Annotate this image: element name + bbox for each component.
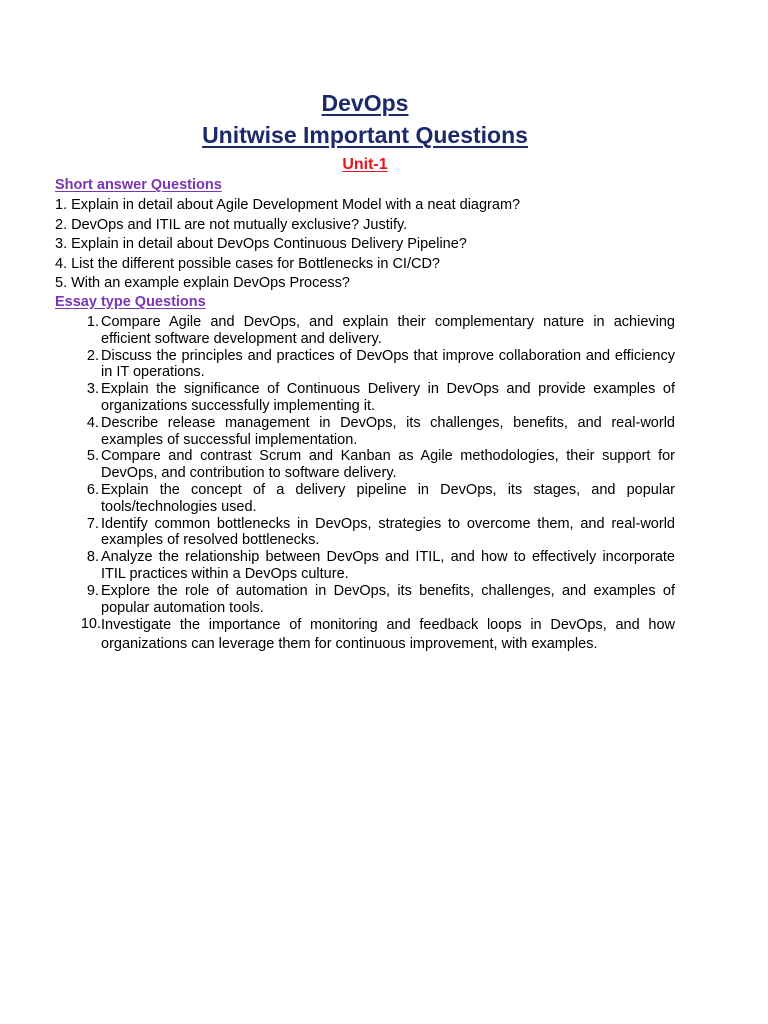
short-question: 1. Explain in detail about Agile Development Model with a neat diagram? (55, 197, 521, 213)
short-question: 4. List the different possible cases for Bottlenecks in CI/CD? (55, 255, 440, 272)
question-text: Compare Agile and DevOps, and explain their complementary nature in achieving efficient software development and delivery. (101, 314, 675, 347)
question-text: Identify common bottlenecks in DevOps, strategies to overcome them, and real-world examples of resolved bottlenecks. (101, 515, 675, 549)
short-question: 3. Explain in detail about DevOps Continuous Delivery Pipeline? (55, 236, 467, 253)
question-number: 2. (86, 347, 99, 364)
essay-question (55, 482, 675, 516)
question-number: 5. (86, 448, 99, 465)
essay-heading: Essay type Questions (55, 294, 206, 310)
question-number: 10. (80, 616, 101, 633)
question-number: 9. (86, 582, 99, 599)
unit-heading: Unit-1 (342, 156, 388, 173)
document-title: DevOps (321, 90, 409, 116)
question-text: Discuss the principles and practices of DevOps that improve collaboration and efficiency in IT operations. (101, 347, 675, 381)
short-question: 5. With an example explain DevOps Process? (55, 275, 350, 292)
document-subtitle: Unitwise Important Questions (202, 122, 528, 148)
question-number: 6. (86, 481, 99, 498)
question-text: Analyze the relationship between DevOps and ITIL, and how to effectively incorporate ITIL practices within a DevOps culture. (101, 549, 675, 582)
short-question: 2. DevOps and ITIL are not mutually exclusive? Justify. (55, 216, 408, 233)
question-number: 1. (86, 314, 99, 330)
essay-question (55, 516, 675, 550)
essay-question (55, 448, 675, 482)
essay-question (55, 583, 675, 617)
question-text: Investigate the importance of monitoring and feedback loops in DevOps, and how organizations can leverage them for continuous improvement, with examples. (101, 617, 675, 652)
short-answer-list (55, 196, 695, 294)
essay-question-list (55, 314, 675, 656)
question-text: Describe release management in DevOps, its challenges, benefits, and real-world examples of successful implementation. (101, 414, 675, 448)
question-number: 4. (86, 414, 99, 431)
essay-question (55, 616, 675, 656)
question-text: Compare and contrast Scrum and Kanban as Agile methodologies, their support for DevOps, and contribution to software delivery. (101, 448, 675, 482)
essay-question (55, 314, 675, 348)
question-number: 8. (86, 549, 99, 566)
essay-question (55, 348, 675, 382)
question-number: 3. (86, 381, 99, 398)
essay-question (55, 415, 675, 449)
essay-question (55, 381, 675, 415)
short-answer-heading: Short answer Questions (55, 177, 222, 193)
essay-question (55, 549, 675, 583)
question-text: Explain the significance of Continuous Delivery in DevOps and provide examples of organizations successfully implementing it. (101, 381, 675, 414)
question-number: 7. (86, 515, 99, 532)
question-text: Explore the role of automation in DevOps, its benefits, challenges, and examples of popular automation tools. (101, 582, 675, 616)
question-text: Explain the concept of a delivery pipeline in DevOps, its stages, and popular tools/technologies used. (101, 481, 675, 515)
